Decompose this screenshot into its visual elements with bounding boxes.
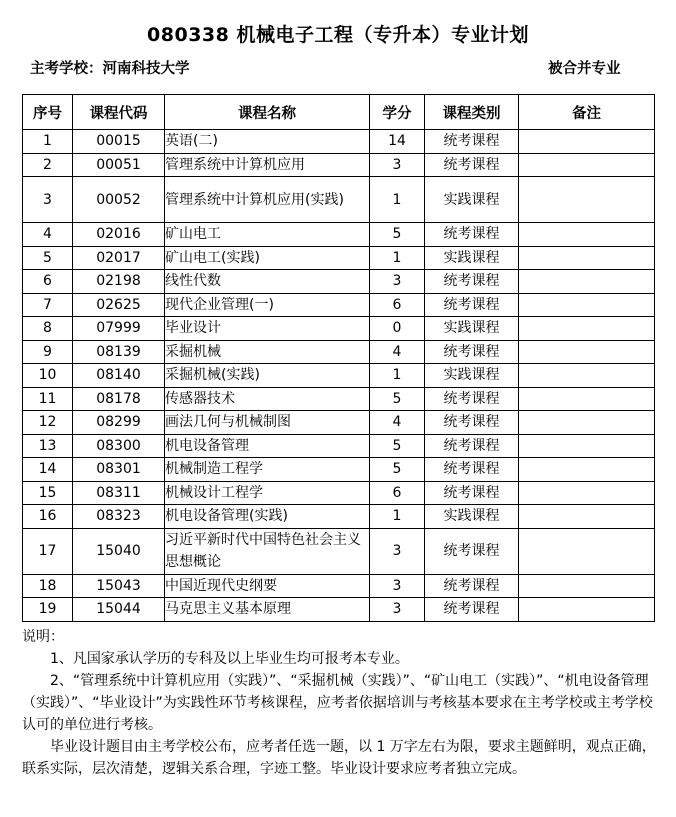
course-code: 00051 bbox=[73, 153, 165, 177]
course-name: 中国近现代史纲要 bbox=[165, 574, 370, 598]
course-name: 矿山电工(实践) bbox=[165, 246, 370, 270]
course-code: 02198 bbox=[73, 270, 165, 294]
course-type: 统考课程 bbox=[425, 598, 519, 622]
course-type: 统考课程 bbox=[425, 153, 519, 177]
course-code: 02016 bbox=[73, 223, 165, 247]
course-code: 15043 bbox=[73, 574, 165, 598]
course-name: 管理系统中计算机应用(实践) bbox=[165, 177, 370, 223]
course-credit: 4 bbox=[370, 340, 425, 364]
course-type: 统考课程 bbox=[425, 270, 519, 294]
table-row bbox=[23, 528, 655, 574]
course-credit: 14 bbox=[370, 130, 425, 154]
table-row bbox=[23, 458, 655, 482]
course-credit: 4 bbox=[370, 411, 425, 435]
course-name: 机械设计工程学 bbox=[165, 481, 370, 505]
course-code: 08300 bbox=[73, 434, 165, 458]
course-type: 实践课程 bbox=[425, 177, 519, 223]
row-number: 16 bbox=[23, 505, 73, 529]
row-number: 13 bbox=[23, 434, 73, 458]
course-type: 统考课程 bbox=[425, 434, 519, 458]
course-name: 采掘机械 bbox=[165, 340, 370, 364]
row-number: 12 bbox=[23, 411, 73, 435]
notes-section bbox=[22, 626, 662, 780]
exam-school: 主考学校：河南科技大学 bbox=[30, 61, 190, 77]
row-number: 19 bbox=[23, 598, 73, 622]
course-note bbox=[519, 270, 655, 294]
course-code: 08299 bbox=[73, 411, 165, 435]
course-rows bbox=[23, 130, 655, 622]
course-code: 15044 bbox=[73, 598, 165, 622]
course-note bbox=[519, 528, 655, 574]
course-note bbox=[519, 340, 655, 364]
course-note bbox=[519, 505, 655, 529]
table-row bbox=[23, 481, 655, 505]
course-note bbox=[519, 574, 655, 598]
course-name: 英语(二) bbox=[165, 130, 370, 154]
course-name: 习近平新时代中国特色社会主义思想概论 bbox=[165, 528, 370, 574]
table-row bbox=[23, 130, 655, 154]
table-row bbox=[23, 270, 655, 294]
note-item: 2、“管理系统中计算机应用（实践）”、“采掘机械（实践）”、“矿山电工（实践）”、“机电设备管理（实践）”、“毕业设计”为实践性环节考核课程，应考者依据培训与考核基本要求在主考学校或主考学校认可的单位进行考核。 bbox=[22, 673, 653, 733]
table-row bbox=[23, 387, 655, 411]
table-row bbox=[23, 340, 655, 364]
row-number: 11 bbox=[23, 387, 73, 411]
course-note bbox=[519, 434, 655, 458]
course-name: 机械制造工程学 bbox=[165, 458, 370, 482]
course-type: 统考课程 bbox=[425, 458, 519, 482]
course-name: 画法几何与机械制图 bbox=[165, 411, 370, 435]
row-number: 18 bbox=[23, 574, 73, 598]
note-item: 1、凡国家承认学历的专科及以上毕业生均可报考本专业。 bbox=[50, 651, 409, 667]
course-credit: 6 bbox=[370, 481, 425, 505]
course-type: 统考课程 bbox=[425, 411, 519, 435]
row-number: 8 bbox=[23, 317, 73, 341]
course-credit: 3 bbox=[370, 528, 425, 574]
course-type: 统考课程 bbox=[425, 130, 519, 154]
course-note bbox=[519, 293, 655, 317]
course-credit: 5 bbox=[370, 434, 425, 458]
course-name: 机电设备管理 bbox=[165, 434, 370, 458]
header-credit: 学分 bbox=[370, 95, 425, 130]
course-name: 毕业设计 bbox=[165, 317, 370, 341]
note-item: 毕业设计题目由主考学校公布，应考者任选一题，以 1 万字左右为限，要求主题鲜明，观点正确，联系实际，层次清楚，逻辑关系合理，字迹工整。毕业设计要求应考者独立完成。 bbox=[22, 739, 656, 777]
header-code: 课程代码 bbox=[73, 95, 165, 130]
course-type: 统考课程 bbox=[425, 340, 519, 364]
course-note bbox=[519, 458, 655, 482]
notes-header: 说明： bbox=[22, 629, 64, 645]
course-credit: 6 bbox=[370, 293, 425, 317]
course-code: 00052 bbox=[73, 177, 165, 223]
row-number: 7 bbox=[23, 293, 73, 317]
course-name: 线性代数 bbox=[165, 270, 370, 294]
table-row bbox=[23, 505, 655, 529]
course-name: 机电设备管理(实践) bbox=[165, 505, 370, 529]
table-row bbox=[23, 177, 655, 223]
course-type: 实践课程 bbox=[425, 505, 519, 529]
course-name: 马克思主义基本原理 bbox=[165, 598, 370, 622]
course-type: 实践课程 bbox=[425, 364, 519, 388]
table-row bbox=[23, 317, 655, 341]
course-code: 08140 bbox=[73, 364, 165, 388]
course-credit: 5 bbox=[370, 387, 425, 411]
course-credit: 1 bbox=[370, 505, 425, 529]
table-row bbox=[23, 293, 655, 317]
course-note bbox=[519, 317, 655, 341]
course-note bbox=[519, 153, 655, 177]
course-name: 采掘机械(实践) bbox=[165, 364, 370, 388]
course-code: 08178 bbox=[73, 387, 165, 411]
course-credit: 5 bbox=[370, 223, 425, 247]
course-code: 08311 bbox=[73, 481, 165, 505]
course-credit: 1 bbox=[370, 364, 425, 388]
course-note bbox=[519, 598, 655, 622]
course-name: 管理系统中计算机应用 bbox=[165, 153, 370, 177]
table-row bbox=[23, 364, 655, 388]
course-credit: 1 bbox=[370, 246, 425, 270]
table-row bbox=[23, 411, 655, 435]
course-note bbox=[519, 364, 655, 388]
table-header-row bbox=[23, 95, 655, 130]
course-code: 02017 bbox=[73, 246, 165, 270]
course-type: 实践课程 bbox=[425, 317, 519, 341]
course-credit: 0 bbox=[370, 317, 425, 341]
table-row bbox=[23, 598, 655, 622]
course-code: 02625 bbox=[73, 293, 165, 317]
course-type: 统考课程 bbox=[425, 481, 519, 505]
course-type: 统考课程 bbox=[425, 223, 519, 247]
course-name: 现代企业管理(一) bbox=[165, 293, 370, 317]
header-no: 序号 bbox=[23, 95, 73, 130]
course-code: 08301 bbox=[73, 458, 165, 482]
row-number: 10 bbox=[23, 364, 73, 388]
course-note bbox=[519, 223, 655, 247]
table-row bbox=[23, 434, 655, 458]
course-type: 统考课程 bbox=[425, 387, 519, 411]
course-note bbox=[519, 130, 655, 154]
course-type: 统考课程 bbox=[425, 293, 519, 317]
course-credit: 3 bbox=[370, 574, 425, 598]
course-note bbox=[519, 177, 655, 223]
course-credit: 5 bbox=[370, 458, 425, 482]
course-note bbox=[519, 411, 655, 435]
course-name: 传感器技术 bbox=[165, 387, 370, 411]
course-code: 07999 bbox=[73, 317, 165, 341]
course-credit: 3 bbox=[370, 270, 425, 294]
row-number: 2 bbox=[23, 153, 73, 177]
course-credit: 1 bbox=[370, 177, 425, 223]
row-number: 9 bbox=[23, 340, 73, 364]
row-number: 14 bbox=[23, 458, 73, 482]
course-type: 统考课程 bbox=[425, 574, 519, 598]
course-code: 00015 bbox=[73, 130, 165, 154]
header-note: 备注 bbox=[519, 95, 655, 130]
course-credit: 3 bbox=[370, 598, 425, 622]
row-number: 3 bbox=[23, 177, 73, 223]
course-note bbox=[519, 387, 655, 411]
course-type: 实践课程 bbox=[425, 246, 519, 270]
row-number: 1 bbox=[23, 130, 73, 154]
row-number: 17 bbox=[23, 528, 73, 574]
course-name: 矿山电工 bbox=[165, 223, 370, 247]
row-number: 4 bbox=[23, 223, 73, 247]
row-number: 6 bbox=[23, 270, 73, 294]
course-note bbox=[519, 481, 655, 505]
course-credit: 3 bbox=[370, 153, 425, 177]
page-title: 080338 机械电子工程（专升本）专业计划 bbox=[147, 24, 529, 46]
course-code: 08139 bbox=[73, 340, 165, 364]
table-row bbox=[23, 246, 655, 270]
course-note bbox=[519, 246, 655, 270]
header-name: 课程名称 bbox=[165, 95, 370, 130]
table-row bbox=[23, 153, 655, 177]
table-row bbox=[23, 574, 655, 598]
row-number: 15 bbox=[23, 481, 73, 505]
table-row bbox=[23, 223, 655, 247]
course-type: 统考课程 bbox=[425, 528, 519, 574]
course-code: 15040 bbox=[73, 528, 165, 574]
row-number: 5 bbox=[23, 246, 73, 270]
course-code: 08323 bbox=[73, 505, 165, 529]
merged-major-label: 被合并专业 bbox=[548, 61, 621, 77]
header-type: 课程类别 bbox=[425, 95, 519, 130]
course-table bbox=[22, 94, 655, 622]
